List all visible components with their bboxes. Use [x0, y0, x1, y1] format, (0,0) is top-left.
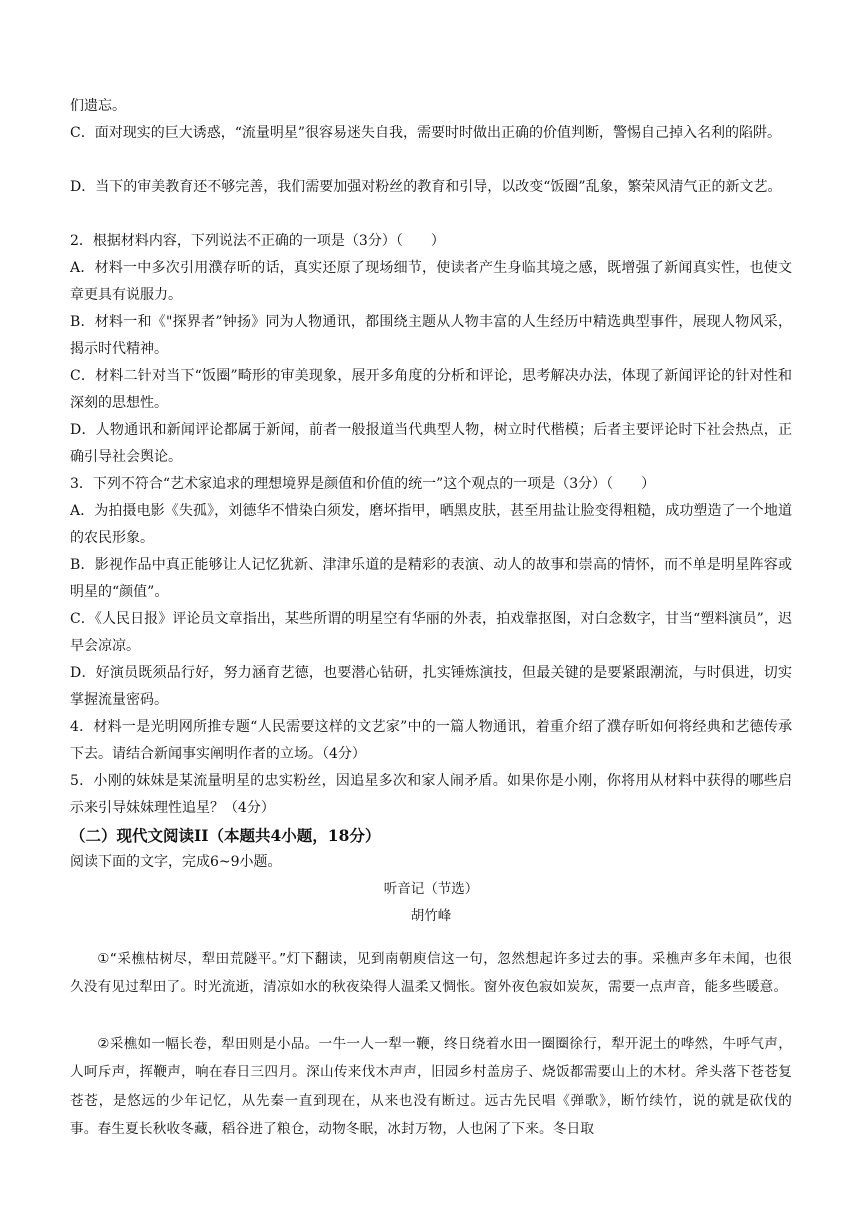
q3-option-c: C．《人民日报》评论员文章指出，某些所谓的明星空有华丽的外表，拍戏靠抠图，对白念数字，甘当“塑料演员”，迟早会凉凉。: [70, 611, 792, 654]
q3-option-b: B．影视作品中真正能够让人记忆犹新、津津乐道的是精彩的表演、动人的故事和崇高的情怀，而不单是明星阵容或明星的“颜值”。: [70, 557, 792, 600]
article-author: 胡竹峰: [410, 908, 452, 924]
section-instruction: 阅读下面的文字，完成6~9小题。: [70, 854, 282, 870]
q3-option-d: D．好演员既须品行好，努力涵育艺德，也要潜心钻研，扎实锤炼演技，但最关键的是要紧跟潮流，与时俱进，切实掌握流量密码。: [70, 665, 792, 708]
section-heading: （二）现代文阅读II（本题共4小题，18分）: [70, 826, 381, 845]
q2-option-b: B．材料一和《"探界者”钟扬》同为人物通讯，都围绕主题从人物丰富的人生经历中精选典型事件，展现人物风采，揭示时代精神。: [70, 314, 792, 357]
article-paragraph-2: ②采樵如一幅长卷，犁田则是小品。一牛一人一犁一鞭，终日绕着水田一圈圈徐行，犁开泥土的哗然，牛呼气声，人呵斥声，挥鞭声，响在春日三四月。深山传来伐木声声，旧园乡村盖房子、烧饭都需要山上的木材。斧头落下苍苍复苍苍，是悠远的少年记忆，从先秦一直到现在，从来也没有断过。远古先民唱《弹歌》，断竹续竹，说的就是砍伐的事。春生夏长秋收冬藏，稻谷进了粮仓，动物冬眠，冰封万物，人也闲了下来。冬日取: [70, 1035, 792, 1138]
q2-option-a: A．材料一中多次引用濮存昕的话，真实还原了现场细节，使读者产生身临其境之感，既增强了新闻真实性，也使文章更具有说服力。: [70, 260, 792, 303]
article-title: 听音记（节选）: [383, 881, 479, 897]
q2-stem: 2．根据材料内容，下列说法不正确的一项是（3分）（ ）: [70, 233, 445, 249]
question-5: 5．小刚的妹妹是某流量明星的忠实粉丝，因追星多次和家人闹矛盾。如果你是小刚，你将用从材料中获得的哪些启示来引导妹妹理性追星？（4分）: [70, 773, 792, 816]
q2-option-c: C．材料二针对当下“饭圈”畸形的审美现象，展开多角度的分析和评论，思考解决办法，体现了新闻评论的针对性和深刻的思想性。: [70, 368, 792, 411]
q1-option-c: C．面对现实的巨大诱惑，“流量明星”很容易迷失自我，需要时时做出正确的价值判断，警惕自己掉入名利的陷阱。: [70, 125, 782, 141]
q3-option-a: A．为拍摄电影《失孤》，刘德华不惜染白须发，磨坏指甲，晒黑皮肤，甚至用盐让脸变得粗糙，成功塑造了一个地道的农民形象。: [70, 503, 792, 546]
question-4: 4．材料一是光明网所推专题“人民需要这样的文艺家”中的一篇人物通讯，着重介绍了濮存昕如何将经典和艺德传承下去。请结合新闻事实阐明作者的立场。（4分）: [70, 719, 792, 762]
text-line-continuation: 们遗忘。: [70, 98, 126, 114]
q1-option-d: D．当下的审美教育还不够完善，我们需要加强对粉丝的教育和引导，以改变“饭圈”乱象，繁荣风清气正的新文艺。: [70, 179, 782, 195]
q3-stem: 3．下列不符合“艺术家追求的理想境界是颜值和价值的统一”这个观点的一项是（3分）（ ）: [70, 476, 656, 492]
q2-option-d: D．人物通讯和新闻评论都属于新闻，前者一般报道当代典型人物，树立时代楷模；后者主要评论时下社会热点，正确引导社会舆论。: [70, 422, 792, 465]
article-paragraph-1: ①“采樵枯树尽，犁田荒隧平。”灯下翻读，见到南朝庾信这一句，忽然想起许多过去的事。采樵声多年未闻，也很久没有见过犁田了。时光流逝，清凉如水的秋夜染得人温柔又惆怅。窗外夜色寂如炭灰，需要一点声音，能多些暖意。: [70, 950, 792, 996]
